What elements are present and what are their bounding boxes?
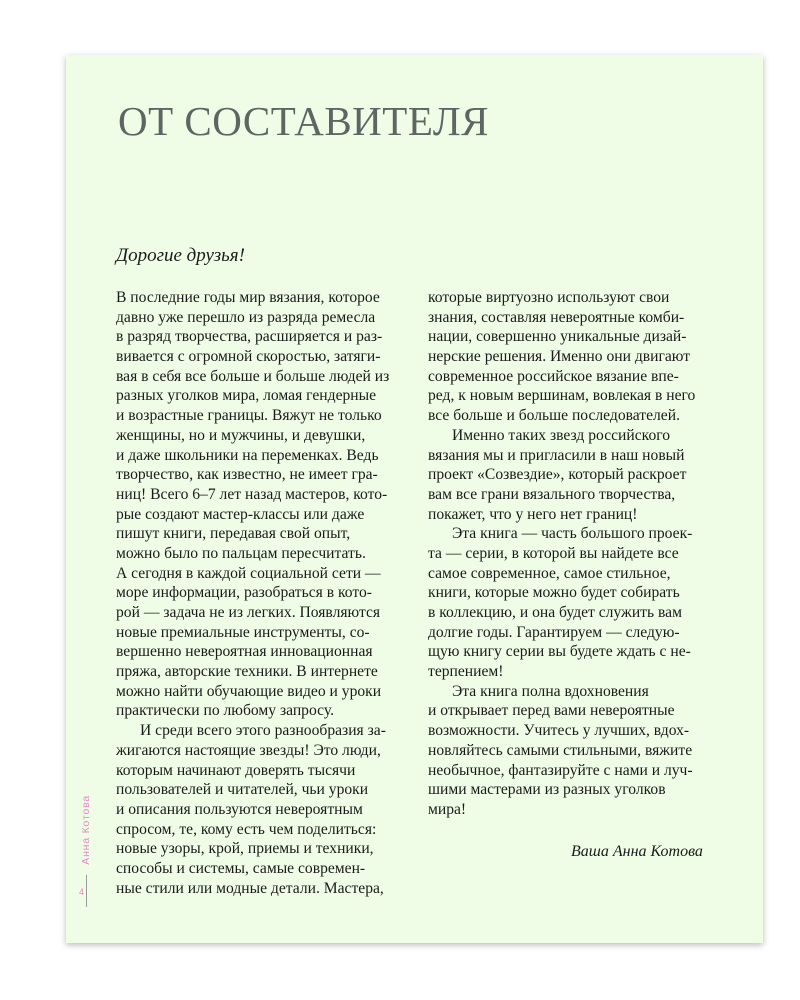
- text-line: новляйтесь самыми стильными, вяжите: [428, 741, 693, 759]
- signature: Ваша Анна Котова: [571, 843, 703, 860]
- text-line: мира!: [428, 800, 467, 818]
- text-line: необычное, фантазируйте с нами и луч-: [428, 761, 693, 779]
- text-line: практически по любому запросу.: [116, 702, 335, 720]
- text-line: творчество, как известно, не имеет гра-: [116, 466, 378, 484]
- text-line: вязания мы и пригласили в наш новый: [428, 446, 685, 464]
- page-number: 4: [79, 887, 85, 897]
- folio-rule: [86, 875, 87, 907]
- text-line: Эта книга — часть большого проек-: [452, 525, 693, 543]
- text-line: и описания пользуются невероятным: [116, 800, 363, 818]
- text-line: покажет, что у него нет границ!: [428, 505, 638, 523]
- text-line: можно найти обучающие видео и уроки: [116, 682, 382, 700]
- text-line: рой — задача не из легких. Появляются: [116, 604, 381, 621]
- text-line: можно было по пальцам пересчитать.: [116, 544, 366, 562]
- text-line: щую книгу серии вы будете ждать с не-: [428, 643, 691, 661]
- text-line: пишут книги, передавая свой опыт,: [116, 525, 351, 543]
- text-line: самое современное, самое стильное,: [428, 564, 671, 582]
- text-line: рые создают мастер-классы или даже: [116, 505, 365, 523]
- text-line: новые премиальные инструменты, со-: [116, 623, 370, 641]
- text-line: способы и системы, самые современ-: [116, 859, 366, 877]
- text-line: спросом, те, кому есть чем поделиться:: [116, 820, 377, 838]
- text-line: знания, составляя невероятные комби-: [428, 308, 685, 326]
- text-line: вивается с огромной скоростью, затяги-: [116, 348, 381, 366]
- text-line: жигаются настоящие звезды! Это люди,: [116, 741, 381, 759]
- text-line: книги, которые можно будет собирать: [428, 584, 680, 602]
- text-line: и открывает перед вами невероятные: [428, 702, 675, 720]
- text-line: которые виртуозно используют свои: [428, 289, 670, 306]
- text-line: в разряд творчества, расширяется и раз-: [116, 328, 383, 346]
- page-title: ОТ СОСТАВИТЕЛЯ: [118, 98, 489, 144]
- text-line: разных уголков мира, ломая гендерные: [116, 387, 377, 405]
- text-line: вам все грани вязального творчества,: [428, 485, 676, 503]
- text-line: пряжа, авторские техники. В интернете: [116, 663, 378, 681]
- text-line: и даже школьники на переменках. Ведь: [116, 446, 379, 464]
- folio-author: Анна Котова: [80, 795, 92, 865]
- text-line: нации, совершенно уникальные дизай-: [428, 328, 687, 346]
- text-line: та — серии, в которой вы найдете все: [428, 544, 679, 562]
- text-line: нерские решения. Именно они двигают: [428, 348, 691, 366]
- text-line: новые узоры, крой, приемы и техники,: [116, 840, 374, 858]
- book-page: [66, 55, 763, 943]
- text-line: пользователей и читателей, чьи уроки: [116, 781, 369, 799]
- folio: [74, 795, 102, 905]
- text-line: вая в себя все больше и больше людей из: [116, 367, 390, 385]
- text-line: шими мастерами из разных уголков: [428, 781, 666, 799]
- text-column-left: [116, 288, 389, 898]
- text-line: возможности. Учитесь у лучших, вдох-: [428, 722, 690, 740]
- text-line: современное российское вязание впе-: [428, 367, 679, 385]
- text-column-right: [428, 288, 695, 820]
- text-line: давно уже перешло из разряда ремесла: [116, 308, 376, 326]
- text-line: ные стили или модные детали. Мастера,: [116, 879, 384, 897]
- text-line: в коллекцию, и она будет служить вам: [428, 604, 682, 621]
- text-line: которым начинают доверять тысячи: [116, 761, 356, 779]
- greeting: Дорогие друзья!: [116, 245, 245, 266]
- text-line: море информации, разобраться в кото-: [116, 584, 372, 602]
- text-line: Эта книга полна вдохновения: [452, 682, 649, 700]
- text-line: женщины, но и мужчины, и девушки,: [116, 426, 366, 444]
- text-line: вершенно невероятная инновационная: [116, 643, 373, 661]
- text-line: ред, к новым вершинам, вовлекая в него: [428, 387, 696, 405]
- text-line: долгие годы. Гарантируем — следую-: [428, 623, 680, 641]
- text-line: А сегодня в каждой социальной сети —: [116, 564, 381, 582]
- text-line: И среди всего этого разнообразия за-: [140, 722, 386, 740]
- text-line: Именно таких звезд российского: [452, 426, 671, 444]
- text-line: терпением!: [428, 663, 504, 681]
- text-line: ниц! Всего 6–7 лет назад мастеров, кото-: [116, 485, 388, 503]
- text-line: проект «Созвездие», который раскроет: [428, 466, 687, 484]
- text-line: В последние годы мир вязания, которое: [116, 289, 380, 306]
- text-line: и возрастные границы. Вяжут не только: [116, 407, 382, 425]
- text-line: все больше и больше последователей.: [428, 407, 680, 425]
